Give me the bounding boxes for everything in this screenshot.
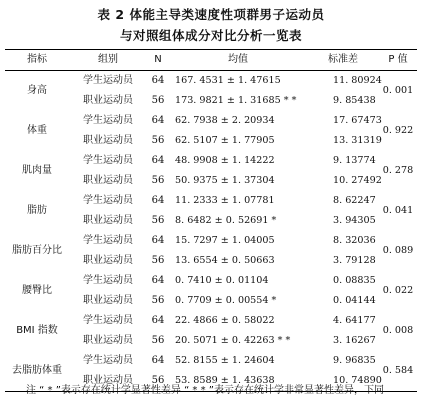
group-cell: 职业运动员 xyxy=(83,95,133,106)
metric-cell: 去脂肪体重 xyxy=(12,365,62,376)
metric-cell: 体重 xyxy=(27,125,47,136)
n-cell: 56 xyxy=(151,295,165,306)
metric-cell: BMI 指数 xyxy=(16,325,58,336)
sd-cell: 9. 96835 xyxy=(333,355,376,366)
n-cell: 64 xyxy=(151,115,165,126)
sd-cell: 10. 27492 xyxy=(333,175,382,186)
sd-cell: 17. 67473 xyxy=(333,115,382,126)
sd-cell: 0. 08835 xyxy=(333,275,376,286)
sd-cell: 3. 16267 xyxy=(333,335,376,346)
table-body xyxy=(5,71,417,392)
n-cell: 56 xyxy=(151,375,165,386)
n-cell: 56 xyxy=(151,335,165,346)
group-cell: 职业运动员 xyxy=(83,335,133,346)
p-value-cell: 0. 008 xyxy=(382,325,414,336)
header-metric: 指标 xyxy=(27,54,47,65)
p-value-cell: 0. 922 xyxy=(382,125,414,136)
table-header-row xyxy=(5,50,417,71)
sd-cell: 0. 04144 xyxy=(333,295,376,306)
mean-cell: 62. 7938 ± 2. 20934 xyxy=(175,115,275,126)
n-cell: 64 xyxy=(151,275,165,286)
header-group: 组别 xyxy=(98,54,118,65)
n-cell: 64 xyxy=(151,235,165,246)
p-value-cell: 0. 001 xyxy=(382,85,414,96)
group-cell: 学生运动员 xyxy=(83,235,133,246)
group-cell: 学生运动员 xyxy=(83,115,133,126)
sd-cell: 3. 94305 xyxy=(333,215,376,226)
n-cell: 64 xyxy=(151,75,165,86)
n-cell: 56 xyxy=(151,175,165,186)
mean-cell: 13. 6554 ± 0. 50663 xyxy=(175,255,275,266)
metric-cell: 脂肪 xyxy=(27,205,47,216)
sd-cell: 13. 31319 xyxy=(333,135,382,146)
table-row xyxy=(5,71,417,92)
mean-cell: 50. 9375 ± 1. 37304 xyxy=(175,175,275,186)
group-cell: 学生运动员 xyxy=(83,275,133,286)
mean-cell: 52. 8155 ± 1. 24604 xyxy=(175,355,275,366)
n-cell: 64 xyxy=(151,355,165,366)
sd-cell: 3. 79128 xyxy=(333,255,376,266)
mean-cell: 22. 4866 ± 0. 58022 xyxy=(175,315,275,326)
table-row xyxy=(5,111,417,131)
group-cell: 职业运动员 xyxy=(83,255,133,266)
sd-cell: 9. 13774 xyxy=(333,155,376,166)
mean-cell: 173. 9821 ± 1. 31685 * * xyxy=(175,95,297,106)
mean-cell: 167. 4531 ± 1. 47615 xyxy=(175,75,281,86)
p-value-cell: 0. 278 xyxy=(382,165,414,176)
table-row xyxy=(5,231,417,251)
mean-cell: 11. 2333 ± 1. 07781 xyxy=(175,195,275,206)
mean-cell: 62. 5107 ± 1. 77905 xyxy=(175,135,275,146)
n-cell: 56 xyxy=(151,95,165,106)
group-cell: 职业运动员 xyxy=(83,135,133,146)
mean-cell: 0. 7410 ± 0. 01104 xyxy=(175,275,269,286)
table-footnote: 注 “ * ”表示存在统计学显著性差异 “ * * ”表示存在统计学非常显著性差异，下同 xyxy=(26,385,384,396)
group-cell: 职业运动员 xyxy=(83,295,133,306)
table-row xyxy=(5,151,417,171)
mean-cell: 20. 5071 ± 0. 42263 * * xyxy=(175,335,291,346)
mean-cell: 15. 7297 ± 1. 04005 xyxy=(175,235,275,246)
sd-cell: 8. 32036 xyxy=(333,235,376,246)
mean-cell: 53. 8589 ± 1. 43638 xyxy=(175,375,275,386)
sd-cell: 9. 85438 xyxy=(333,95,376,106)
comparison-table xyxy=(5,49,417,392)
n-cell: 64 xyxy=(151,155,165,166)
n-cell: 56 xyxy=(151,135,165,146)
table-row xyxy=(5,191,417,211)
n-cell: 64 xyxy=(151,195,165,206)
sd-cell: 4. 64177 xyxy=(333,315,376,326)
header-mean: 均值 xyxy=(228,54,248,65)
p-value-cell: 0. 041 xyxy=(382,205,414,216)
table-row xyxy=(5,311,417,331)
header-n: N xyxy=(154,54,162,65)
header-p: P 值 xyxy=(388,54,408,65)
sd-cell: 8. 62247 xyxy=(333,195,376,206)
header-sd: 标准差 xyxy=(328,54,358,65)
n-cell: 56 xyxy=(151,255,165,266)
group-cell: 学生运动员 xyxy=(83,195,133,206)
p-value-cell: 0. 022 xyxy=(382,285,414,296)
group-cell: 职业运动员 xyxy=(83,175,133,186)
group-cell: 学生运动员 xyxy=(83,155,133,166)
metric-cell: 脂肪百分比 xyxy=(12,245,62,256)
table-row xyxy=(5,351,417,371)
metric-cell: 身高 xyxy=(27,85,47,96)
n-cell: 56 xyxy=(151,215,165,226)
mean-cell: 48. 9908 ± 1. 14222 xyxy=(175,155,275,166)
metric-cell: 肌肉量 xyxy=(22,165,52,176)
metric-cell: 腰臀比 xyxy=(22,285,52,296)
table-caption-line2: 与对照组体成分对比分析一览表 xyxy=(119,28,302,43)
group-cell: 学生运动员 xyxy=(83,75,133,86)
table-caption-line1: 表 2 体能主导类速度性项群男子运动员 xyxy=(97,7,325,22)
group-cell: 职业运动员 xyxy=(83,375,133,386)
n-cell: 64 xyxy=(151,315,165,326)
group-cell: 职业运动员 xyxy=(83,215,133,226)
p-value-cell: 0. 584 xyxy=(382,365,414,376)
mean-cell: 0. 7709 ± 0. 00554 * xyxy=(175,295,277,306)
group-cell: 学生运动员 xyxy=(83,355,133,366)
mean-cell: 8. 6482 ± 0. 52691 * xyxy=(175,215,277,226)
sd-cell: 10. 74890 xyxy=(333,375,382,386)
group-cell: 学生运动员 xyxy=(83,315,133,326)
table-row xyxy=(5,271,417,291)
sd-cell: 11. 80924 xyxy=(333,75,382,86)
p-value-cell: 0. 089 xyxy=(382,245,414,256)
